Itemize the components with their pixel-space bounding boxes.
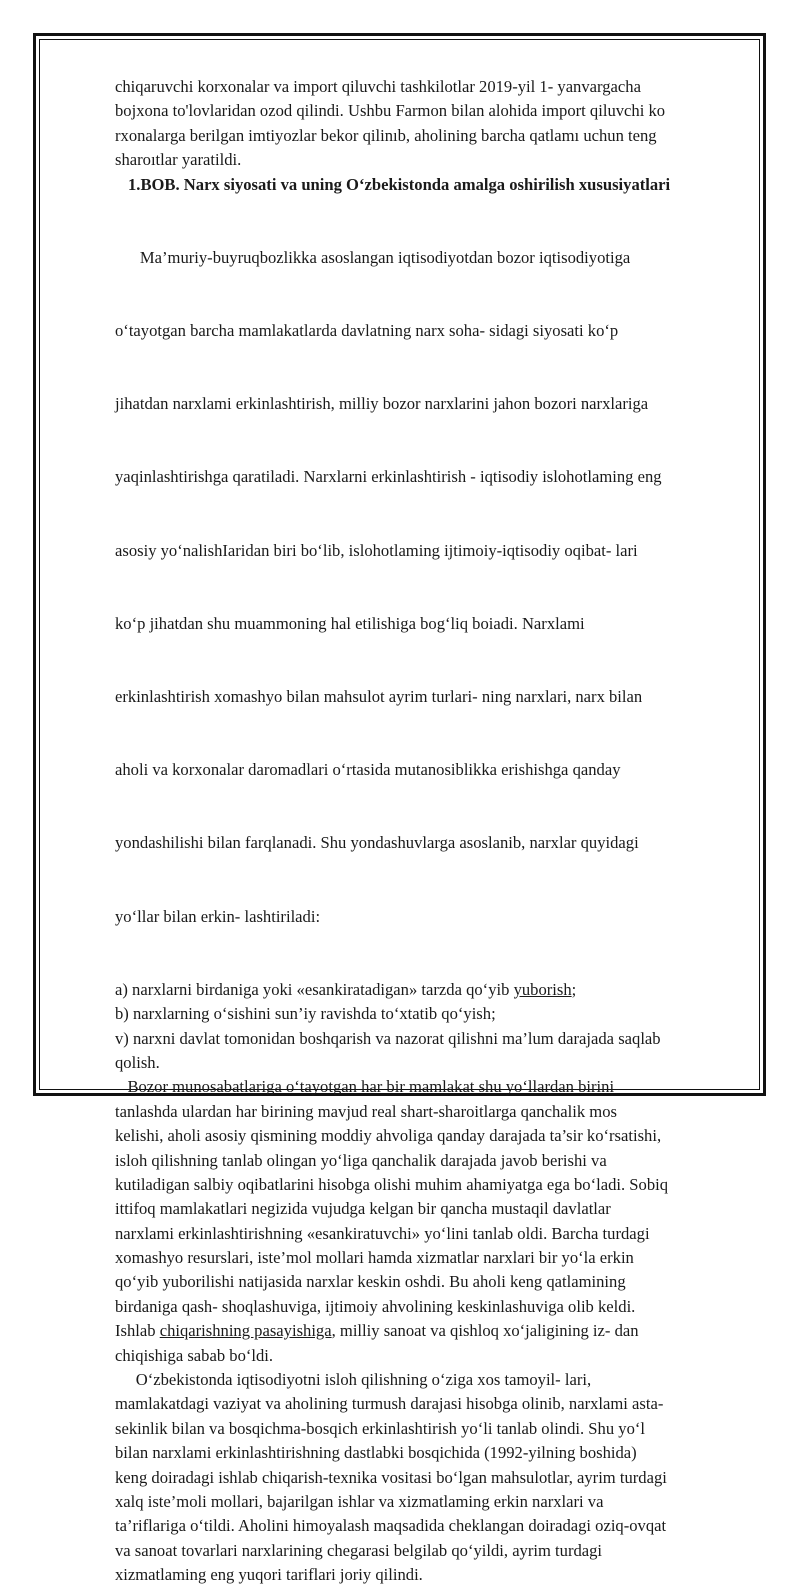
text-line: kutiladigan salbiy oqibatlarini hisobga olishi muhim ahamiyatga ega bo‘ladi. Sobiq xyxy=(115,1174,669,1194)
text-line: sharoıtlar yaratildi. xyxy=(115,150,242,170)
text-line: asosiy yo‘nalishIaridan biri bo‘lib, islohotlaming ijtimoiy-iqtisodiy oqibat- lari xyxy=(115,540,638,560)
text-line: chiqaruvchi korxonalar va import qiluvchi tashkilotlar 2019-yil 1- yanvargacha xyxy=(115,77,641,96)
text-line: bilan narxlami erkinlashtirishning dastlabki bosqichida (1992-yilning boshida) xyxy=(115,1443,637,1463)
list-item-a-text: a) narxlarni birdaniga yoki «esankiratadigan» tarzda qo‘yib xyxy=(115,979,514,999)
list-item-v-cont: qolish. xyxy=(115,1052,160,1072)
text-line: ittifoq mamlakatlari negizida vujudga kelgan bir qancha mustaqil davlatlar xyxy=(115,1199,611,1219)
document-body xyxy=(115,75,755,1588)
text-line: kelishi, aholi asosiy qismining moddiy ahvoliga qanday darajada ta’sir ko‘rsatishi, xyxy=(115,1126,662,1146)
text-line: qo‘yib yuborilishi natijasida narxlar keskin oshdi. Bu aholi keng qatlamining xyxy=(115,1272,626,1292)
text-line: va sanoat tovarlari narxlarining chegarasi belgilab qo‘yildi, ayrim turdagi xyxy=(115,1540,603,1560)
text-line: keng doiradagi ishlab chiqarish-texnika vositasi bo‘lgan mahsulotlar, ayrim turdagi xyxy=(115,1467,667,1487)
text-line xyxy=(115,1319,755,1343)
text-line: xalq iste’moli mollari, bajarilgan ishlar va xizmatlaming erkin narxlari va xyxy=(115,1492,604,1511)
chiqarishning-pasayishiga-link[interactable]: chiqarishning pasayishiga xyxy=(159,1321,332,1341)
text-line: o‘tayotgan barcha mamlakatlarda davlatning narx soha- sidagi siyosati ko‘p xyxy=(115,320,619,340)
paragraph-1 xyxy=(115,197,755,978)
text-line: rxonalarga berilgan imtiyozlar bekor qilinıb, aholining barcha qatlamı uchun teng xyxy=(115,125,657,145)
text-line: erkinlashtirish xomashyo bilan mahsulot ayrim turlari- ning narxlari, narx bilan xyxy=(115,686,643,706)
text-line: narxlami erkinlashtirishning «esankiratuvchi» yo‘lini tanlab oldi. Barcha turdagi xyxy=(115,1223,650,1243)
text-line: O‘zbekistonda iqtisodiyotni isloh qilishning o‘ziga xos tamoyil- lari, xyxy=(115,1370,592,1390)
text-line: xomashyo resurslari, iste’mol mollari hamda xizmatlar narxlari bir yo‘la erkin xyxy=(115,1248,634,1268)
text-line: yo‘llar bilan erkin- lashtiriladi: xyxy=(115,906,321,926)
list xyxy=(115,978,755,1076)
text-line: Ma’muriy-buyruqbozlikka asoslangan iqtisodiyotdan bozor iqtisodiyotiga xyxy=(115,247,631,267)
list-item-b: b) narxlarning o‘sishini sun’iy ravishda to‘xtatib qo‘yish; xyxy=(115,1004,496,1024)
text-line: ta’riflariga o‘tildi. Aholini himoyalash maqsadida cheklangan doiradagi oziq-ovqat xyxy=(115,1516,667,1536)
text-segment: , milliy sanoat va qishloq xo‘jaligining iz- dan xyxy=(331,1321,639,1341)
text-segment: Ishlab xyxy=(115,1321,160,1341)
text-line: isloh qilishning tanlab olingan yo‘liga qanchalik darajada javob berishi va xyxy=(115,1150,607,1170)
yuborish-link[interactable]: yuborish xyxy=(513,979,572,999)
text-line: chiqishiga sabab bo‘ldi. xyxy=(115,1345,274,1365)
list-item-a xyxy=(115,978,755,1002)
text-line: yaqinlashtirishga qaratiladi. Narxlarni erkinlashtirish - iqtisodiy islohotlaming eng xyxy=(115,467,662,487)
text-line: ko‘p jihatdan shu muammoning hal etilishiga bog‘liq boiadi. Narxlami xyxy=(115,613,585,633)
text-line: xizmatlaming eng yuqori tariflari joriy qilindi. xyxy=(115,1565,423,1585)
text-line: tanlashda ulardan har birining mavjud real shart-sharoitlarga qanchalik mos xyxy=(115,1101,617,1121)
paragraph-intro xyxy=(115,75,755,173)
text-line: yondashilishi bilan farqlanadi. Shu yondashuvlarga asoslanib, narxlar quyidagi xyxy=(115,833,639,853)
text-line: mamlakatdagi vaziyat va aholining turmush darajasi hisobga olinib, narxlami asta- xyxy=(115,1394,664,1414)
chapter-heading: 1.BOB. Narx siyosati va uning O‘zbekistonda amalga oshirilish xususiyatlari xyxy=(128,174,671,194)
list-item-a-end: ; xyxy=(571,979,577,999)
text-line: Bozor munosabatlariga o‘tayotgan har bir mamlakat shu yo‘llardan birini xyxy=(115,1077,615,1097)
text-line: bojxona to'lovlaridan ozod qilindi. Ushbu Farmon bilan alohida import qiluvchi ko xyxy=(115,101,666,121)
list-item-v: v) narxni davlat tomonidan boshqarish va nazorat qilishni ma’lum darajada saqlab xyxy=(115,1028,661,1048)
text-line: sekinlik bilan va bosqichma-bosqich erkinlashtirish yo‘li tanlab olindi. Shu yo‘l xyxy=(115,1418,646,1438)
paragraph-2 xyxy=(115,1075,755,1368)
text-line: birdaniga qash- shoqlashuviga, ijtimoiy ahvolining keskinlashuviga olib keldi. xyxy=(115,1296,636,1316)
text-line: jihatdan narxlami erkinlashtirish, milliy bozor narxlarini jahon bozori narxlariga xyxy=(115,394,649,414)
paragraph-3 xyxy=(115,1368,755,1588)
text-line: aholi va korxonalar daromadlari o‘rtasida mutanosiblikka erishishga qanday xyxy=(115,760,621,780)
